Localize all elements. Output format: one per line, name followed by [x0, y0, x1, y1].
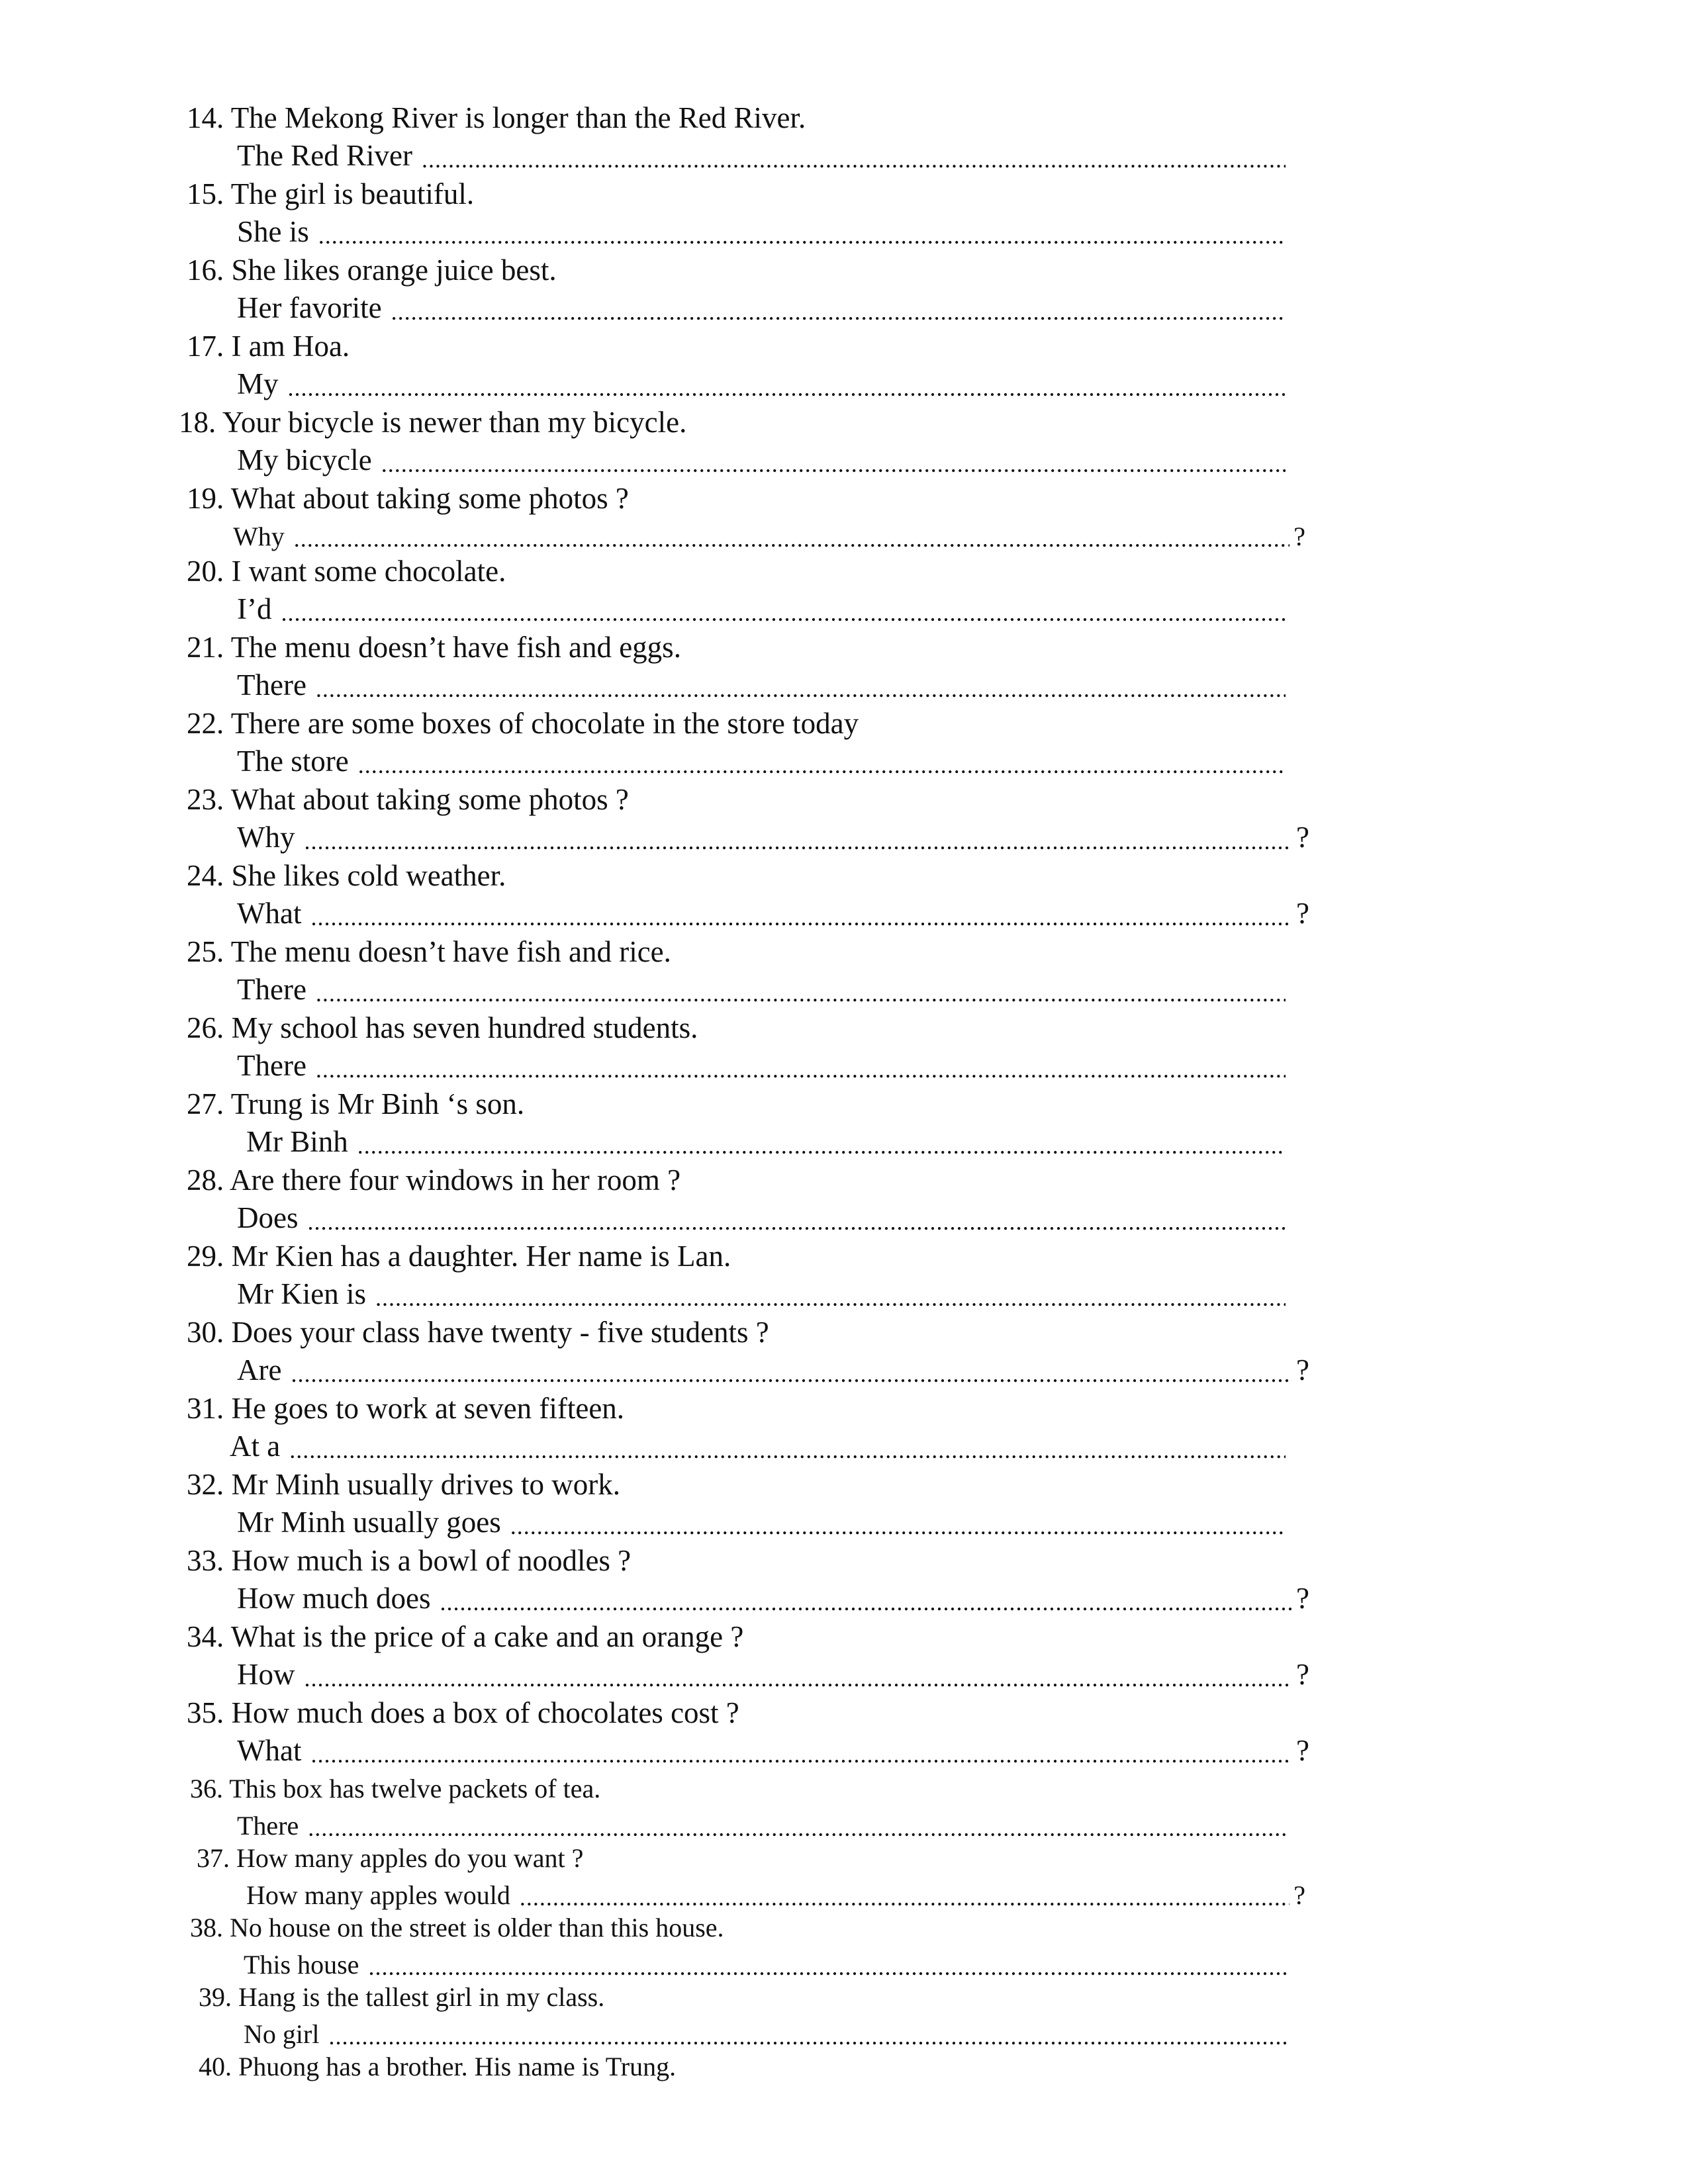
answer-blank[interactable] [281, 598, 1286, 627]
answer-line[interactable] [244, 2014, 1292, 2051]
answer-stem: What [237, 897, 302, 930]
question-number: 29. [187, 1240, 224, 1273]
question-sentence: Trung is Mr Binh ‘s son. [230, 1087, 525, 1120]
question-text [179, 404, 686, 441]
question-text [187, 1618, 743, 1655]
answer-stem: The store [237, 745, 349, 778]
question-sentence: No house on the street is older than this house. [230, 1913, 724, 1942]
answer-line[interactable] [237, 1351, 1309, 1388]
question-sentence: How many apples do you want ? [236, 1843, 584, 1873]
answer-stem: Are [237, 1353, 282, 1387]
answer-blank[interactable] [304, 827, 1292, 856]
question-sentence: Are there four windows in her room ? [230, 1163, 681, 1197]
answer-blank[interactable] [328, 2022, 1288, 2051]
question-text [187, 1238, 731, 1275]
answer-stem: There [237, 1049, 306, 1082]
answer-blank[interactable] [289, 1435, 1286, 1465]
answer-stem: Her favorite [237, 291, 382, 324]
answer-stem: How many apples would [246, 1880, 510, 1910]
answer-line[interactable] [237, 1504, 1289, 1541]
question-sentence: Mr Kien has a daughter. Her name is Lan. [231, 1240, 731, 1273]
question-number: 17. [187, 330, 224, 363]
answer-end-mark: ? [1296, 1353, 1309, 1387]
question-sentence: Phuong has a brother. His name is Trung. [238, 2052, 677, 2081]
question-sentence: Your bicycle is newer than my bicycle. [222, 406, 687, 439]
answer-blank[interactable] [422, 145, 1286, 174]
question-sentence: I want some chocolate. [231, 555, 506, 588]
question-number: 28. [187, 1163, 224, 1197]
answer-blank[interactable] [510, 1512, 1286, 1541]
question-sentence: This box has twelve packets of tea. [229, 1774, 601, 1803]
answer-blank[interactable] [291, 1359, 1292, 1388]
question-text [187, 328, 350, 365]
answer-line[interactable] [233, 516, 1305, 553]
answer-line[interactable] [237, 666, 1289, 704]
answer-stem: She is [237, 215, 309, 248]
answer-stem: There [237, 668, 306, 702]
question-text [197, 1842, 583, 1875]
question-text [187, 553, 506, 590]
question-number: 24. [187, 859, 224, 892]
question-text [187, 1694, 739, 1731]
answer-stem: My [237, 367, 279, 400]
question-sentence: She likes cold weather. [231, 859, 506, 892]
question-sentence: The Mekong River is longer than the Red River. [230, 101, 806, 134]
question-sentence: I am Hoa. [231, 330, 350, 363]
answer-blank[interactable] [318, 221, 1286, 250]
question-number: 23. [187, 783, 224, 816]
question-sentence: What about taking some photos ? [230, 783, 629, 816]
question-text [187, 1542, 631, 1579]
answer-blank[interactable] [294, 524, 1289, 553]
answer-line[interactable] [237, 441, 1289, 478]
question-sentence: The menu doesn’t have fish and rice. [230, 935, 671, 968]
answer-end-mark: ? [1296, 897, 1309, 930]
answer-stem: At a [230, 1430, 281, 1463]
question-number: 14. [187, 101, 224, 134]
question-text [190, 1911, 724, 1944]
answer-line[interactable] [237, 1199, 1289, 1236]
question-number: 33. [187, 1544, 224, 1577]
answer-blank[interactable] [310, 1740, 1292, 1769]
answer-line[interactable] [237, 895, 1309, 932]
question-number: 37. [197, 1843, 230, 1873]
answer-blank[interactable] [357, 1131, 1286, 1160]
answer-blank[interactable] [316, 1055, 1286, 1084]
question-number: 31. [187, 1392, 224, 1425]
question-text [187, 1314, 769, 1351]
question-text [190, 1772, 600, 1805]
answer-blank[interactable] [288, 373, 1286, 402]
answer-stem: Mr Binh [246, 1125, 348, 1158]
question-number: 16. [187, 253, 224, 287]
answer-stem: There [237, 1811, 299, 1841]
question-sentence: What about taking some photos ? [230, 482, 629, 515]
question-number: 20. [187, 555, 224, 588]
question-text [199, 2050, 676, 2083]
question-number: 19. [187, 482, 224, 515]
answer-end-mark: ? [1296, 1734, 1309, 1767]
answer-blank[interactable] [308, 1813, 1288, 1843]
answer-end-mark: ? [1293, 522, 1305, 551]
answer-line[interactable] [246, 1875, 1305, 1912]
answer-line[interactable] [237, 1732, 1309, 1769]
question-text [187, 99, 806, 136]
answer-blank[interactable] [368, 1952, 1288, 1981]
answer-stem: This house [244, 1950, 359, 1979]
answer-line[interactable] [237, 971, 1289, 1008]
question-sentence: Does your class have twenty - five students ? [231, 1316, 769, 1349]
answer-stem: Mr Minh usually goes [237, 1506, 501, 1539]
question-sentence: How much is a bowl of noodles ? [231, 1544, 632, 1577]
question-number: 30. [187, 1316, 224, 1349]
question-text [187, 1466, 620, 1503]
answer-stem: I’d [237, 592, 272, 625]
question-sentence: He goes to work at seven fifteen. [231, 1392, 625, 1425]
answer-line[interactable] [237, 1275, 1289, 1312]
answer-line[interactable] [237, 1580, 1309, 1617]
question-sentence: The menu doesn’t have fish and eggs. [230, 631, 681, 664]
question-text [187, 251, 557, 289]
question-text [187, 629, 681, 666]
answer-blank[interactable] [310, 903, 1292, 932]
question-number: 25. [187, 935, 224, 968]
question-sentence: There are some boxes of chocolate in the store today [230, 707, 859, 740]
answer-blank[interactable] [358, 751, 1286, 780]
question-number: 21. [187, 631, 224, 664]
question-text [199, 1981, 604, 2014]
question-number: 32. [187, 1468, 224, 1501]
question-number: 15. [187, 177, 224, 210]
question-text [187, 857, 506, 894]
answer-line[interactable] [230, 1428, 1289, 1465]
question-sentence: Hang is the tallest girl in my class. [238, 1982, 605, 2012]
answer-blank[interactable] [307, 1207, 1286, 1236]
answer-line[interactable] [237, 365, 1289, 402]
answer-stem: Why [233, 522, 285, 551]
question-text [187, 1009, 698, 1046]
answer-blank[interactable] [520, 1883, 1289, 1912]
answer-line[interactable] [237, 743, 1289, 780]
question-text [187, 705, 859, 742]
question-text [187, 933, 671, 970]
question-text [187, 1390, 624, 1427]
question-sentence: She likes orange juice best. [231, 253, 557, 287]
question-number: 26. [187, 1011, 224, 1044]
question-sentence: My school has seven hundred students. [231, 1011, 698, 1044]
question-number: 27. [187, 1087, 224, 1120]
answer-line[interactable] [237, 213, 1289, 250]
answer-line[interactable] [244, 1944, 1292, 1981]
answer-blank[interactable] [391, 297, 1286, 326]
question-text [187, 175, 474, 212]
answer-line[interactable] [237, 1805, 1292, 1843]
answer-stem: Does [237, 1201, 299, 1234]
answer-blank[interactable] [316, 674, 1286, 704]
question-number: 22. [187, 707, 224, 740]
answer-line[interactable] [246, 1123, 1289, 1160]
answer-line[interactable] [237, 1656, 1309, 1693]
answer-line[interactable] [237, 819, 1309, 856]
question-text [187, 1161, 680, 1199]
answer-line[interactable] [237, 137, 1289, 174]
answer-stem: No girl [244, 2019, 320, 2049]
answer-blank[interactable] [316, 979, 1286, 1008]
question-number: 40. [199, 2052, 232, 2081]
question-number: 36. [190, 1774, 223, 1803]
question-sentence: Mr Minh usually drives to work. [231, 1468, 620, 1501]
answer-blank[interactable] [305, 1664, 1293, 1693]
question-text [187, 480, 629, 517]
answer-blank[interactable] [375, 1283, 1286, 1312]
question-sentence: How much does a box of chocolates cost ? [231, 1696, 739, 1729]
question-number: 35. [187, 1696, 224, 1729]
answer-stem: My bicycle [237, 443, 372, 477]
question-number: 39. [199, 1982, 232, 2012]
answer-blank[interactable] [381, 449, 1286, 478]
answer-blank[interactable] [440, 1588, 1292, 1617]
answer-end-mark: ? [1296, 1658, 1309, 1691]
answer-line[interactable] [237, 590, 1289, 627]
question-text [187, 781, 629, 818]
question-text [187, 1085, 524, 1122]
question-sentence: What is the price of a cake and an orange ? [230, 1620, 744, 1653]
answer-stem: What [237, 1734, 302, 1767]
question-number: 38. [190, 1913, 223, 1942]
answer-line[interactable] [237, 289, 1289, 326]
question-sentence: The girl is beautiful. [230, 177, 475, 210]
answer-stem: Why [237, 821, 295, 854]
answer-line[interactable] [237, 1047, 1289, 1084]
answer-end-mark: ? [1296, 821, 1309, 854]
answer-stem: There [237, 973, 306, 1006]
answer-end-mark: ? [1293, 1880, 1305, 1910]
answer-end-mark: ? [1296, 1582, 1309, 1615]
answer-stem: How much does [237, 1582, 431, 1615]
question-number: 18. [179, 406, 216, 439]
answer-stem: The Red River [237, 139, 412, 172]
answer-stem: How [237, 1658, 295, 1691]
question-number: 34. [187, 1620, 224, 1653]
answer-stem: Mr Kien is [237, 1277, 366, 1310]
